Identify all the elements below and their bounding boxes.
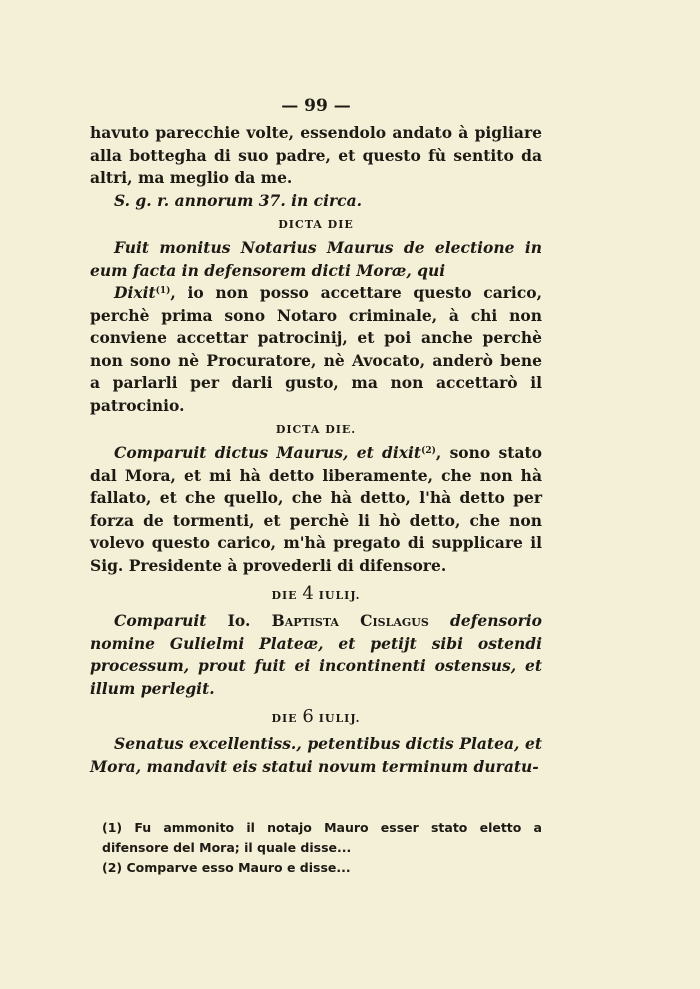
heading-dicta-die-1: DICTA DIE bbox=[278, 218, 354, 231]
paragraph-3: Fuit monitus Notarius Maurus de electione in eum facta in defensorem dicti Moræ, qui bbox=[90, 238, 542, 280]
heading-dicta-die-2: DICTA DIE. bbox=[275, 423, 357, 436]
paragraph-1: havuto parecchie volte, essendolo andato à pigliare alla bottegha di suo padre, et questo fù sentito da altri, ma meglio da me. bbox=[90, 123, 542, 187]
heading-die-6-iulij bbox=[90, 706, 542, 727]
footnote-ref-1[interactable]: (1) bbox=[155, 286, 171, 296]
page-number: — 99 — bbox=[281, 96, 351, 116]
paragraph-2: S. g. r. annorum 37. in circa. bbox=[114, 190, 363, 210]
paragraph-4-text: , io non posso accettare questo carico, perchè prima sono Notaro criminale, à chi non conviene accettar patrocinij, et poi anche perchè non sono nè Procuratore, nè Avocato, anderò bene a parlarli per darli gusto, ma non accettarò il patrocinio. bbox=[90, 283, 542, 415]
heading-die-word: DIE bbox=[271, 589, 298, 602]
paragraph-6-surname: Baptista Cislagus bbox=[271, 611, 429, 630]
paragraph-5 bbox=[90, 442, 542, 577]
heading-die-word: DIE bbox=[271, 712, 298, 725]
footnote-2: (2) Comparve esso Mauro e disse... bbox=[102, 860, 351, 875]
footnotes bbox=[102, 818, 542, 878]
footnote-ref-2[interactable]: (2) bbox=[421, 446, 436, 456]
paragraph-4-italic: Dixit bbox=[114, 283, 156, 302]
paragraph-5-text: , sono stato dal Mora, et mi hà detto liberamente, che non hà fallato, et che quello, che hà detto, l'hà detto per forza de tormenti, et perchè li hò detto, che non volevo questo carico, m'hà pregato di supplicare il Sig. Presidente à provederli di difensore. bbox=[90, 443, 542, 575]
footnote-1: (1) Fu ammonito il notajo Mauro esser stato eletto a difensore del Mora; il quale disse... bbox=[102, 820, 542, 855]
heading-day-number: 6 bbox=[302, 706, 314, 727]
heading-month: IULIJ. bbox=[318, 712, 361, 725]
paragraph-7: Senatus excellentiss., petentibus dictis Platea, et Mora, mandavit eis statui novum terminum duratu- bbox=[90, 734, 542, 776]
heading-die-4-iulij bbox=[90, 583, 542, 604]
paragraph-6-name: Io. bbox=[206, 611, 272, 630]
page-body bbox=[90, 96, 542, 778]
paragraph-5-italic: Comparuit dictus Maurus, et dixit bbox=[114, 443, 422, 462]
heading-day-number: 4 bbox=[302, 583, 314, 604]
paragraph-6-italic-b: defensorio nomine Gulielmi Plateæ, et petijt sibi ostendi processum, prout fuit ei incontinenti ostensus, et illum perlegit. bbox=[90, 611, 543, 698]
paragraph-6 bbox=[90, 610, 542, 700]
paragraph-4 bbox=[90, 282, 542, 417]
paragraph-6-italic-a: Comparuit bbox=[114, 611, 207, 630]
heading-month: IULIJ. bbox=[318, 589, 361, 602]
